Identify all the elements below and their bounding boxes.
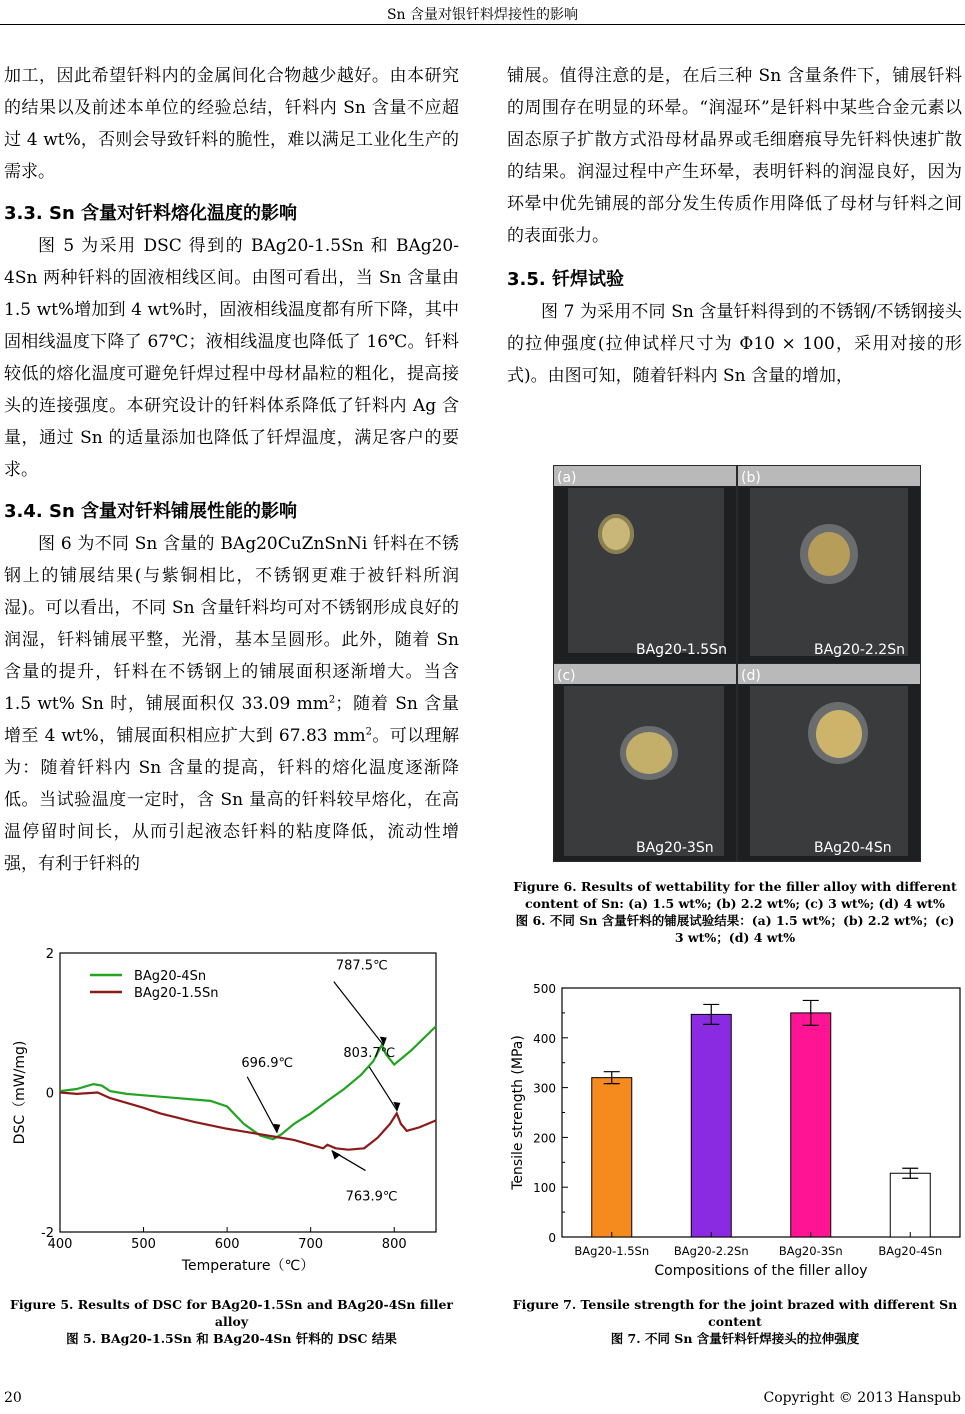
figure-5-dsc-chart: [0, 945, 470, 1290]
figure-5-caption-en: Figure 5. Results of DSC for BAg20-1.5Sn and BAg20-4Sn filler alloy: [10, 1297, 453, 1329]
panel-name: BAg20-2.2Sn: [814, 642, 905, 658]
x-tick-label: 800: [381, 1237, 407, 1252]
p3-part-c: 。可以理解为：随着钎料内 Sn 含量的提高，钎料的熔化温度逐渐降低。当试验温度一定时，含 Sn 量高的钎料较早熔化，在高温停留时间长，从而引起液态钎料的粘度降低，流动性增强，有利于钎料的: [4, 726, 460, 874]
annotation-label: 803.7℃: [343, 1045, 396, 1061]
page-number: 20: [4, 1390, 22, 1406]
y-tick-label: 500: [533, 982, 556, 996]
legend-label: BAg20-1.5Sn: [134, 986, 219, 1001]
filler-spot: [598, 514, 634, 554]
photo-panel-c: [554, 664, 736, 861]
y-tick-label: 2: [45, 947, 54, 962]
left-paragraph-3: [4, 528, 459, 880]
panel-letter: (a): [557, 470, 577, 486]
annotation-label: 763.9℃: [345, 1189, 398, 1205]
section-3-5-heading: 3.5. 钎焊试验: [507, 269, 624, 290]
annotation-label: 787.5℃: [335, 958, 388, 974]
photo-panel-b: [738, 466, 920, 663]
section-3-3-heading: 3.3. Sn 含量对钎料熔化温度的影响: [4, 203, 298, 224]
left-paragraph-2: 图 5 为采用 DSC 得到的 BAg20-1.5Sn 和 BAg20-4Sn 两种钎料的固液相线区间。由图可看出，当 Sn 含量由 1.5 wt%增加到 4 wt%时，固液相线温度都有所下降，其中固相线温度下降了 67℃；液相线温度也降低了 16℃。钎料较低的熔化温度可避免钎焊过程中母材晶粒的粗化，提高接头的连接强度。本研究设计的钎料体系降低了钎料内 Ag 含量，通过 Sn 的适量添加也降低了钎焊温度，满足客户的要求。: [4, 236, 459, 480]
y-axis-label: Tensile strength (MPa): [510, 1035, 526, 1190]
ruler: [738, 664, 920, 684]
legend-label: BAg20-4Sn: [134, 969, 207, 984]
filler-spot: [816, 710, 862, 758]
y-tick-label: 400: [533, 1031, 556, 1046]
y-axis-label: DSC（mW/mg): [12, 1040, 28, 1145]
panel-name: BAg20-4Sn: [814, 840, 892, 856]
x-tick-label: BAg20-1.5Sn: [574, 1244, 650, 1258]
figure-7-caption-cn: 图 7. 不同 Sn 含量钎料钎焊接头的拉伸强度: [610, 1331, 860, 1346]
y-tick-label: 100: [533, 1181, 556, 1196]
superscript-2: 2: [365, 726, 373, 738]
ruler: [738, 466, 920, 486]
running-header: Sn 含量对银钎料焊接性的影响: [386, 7, 579, 23]
figure-5-caption-cn: 图 5. BAg20-1.5Sn 和 BAg20-4Sn 钎料的 DSC 结果: [66, 1331, 397, 1346]
ruler: [554, 466, 736, 486]
bar-BAg20-3Sn: [791, 1013, 831, 1237]
right-paragraph-2: 图 7 为采用不同 Sn 含量钎料得到的不锈钢/不锈钢接头的拉伸强度(拉伸试样尺寸为 Φ10 × 100，采用对接的形式)。由图可知，随着钎料内 Sn 含量的增加，: [507, 302, 962, 386]
panel-letter: (c): [557, 668, 576, 684]
x-tick-label: 400: [47, 1237, 73, 1252]
x-tick-label: BAg20-4Sn: [878, 1244, 943, 1258]
x-axis-label: Temperature（℃）: [181, 1258, 315, 1274]
bar-BAg20-4Sn: [890, 1173, 930, 1237]
header-rule: [0, 24, 965, 25]
figure-5-caption: [4, 1296, 459, 1347]
panel-name: BAg20-1.5Sn: [636, 642, 727, 658]
x-tick-label: BAg20-2.2Sn: [673, 1244, 749, 1258]
superscript-2: 2: [328, 694, 336, 706]
photo-panel-a: [554, 466, 736, 663]
right-column: [507, 60, 962, 392]
figure-6-photo: [553, 465, 921, 862]
ruler: [554, 664, 736, 684]
y-tick-label: 0: [45, 1086, 54, 1102]
figure-6-caption-en: Figure 6. Results of wettability for the filler alloy with different content of Sn: (a) 1.5 wt%; (b) 2.2 wt%; (c) 3 wt%; (d) 4 wt%: [513, 879, 957, 911]
figure-7-caption-en: Figure 7. Tensile strength for the joint brazed with different Sn content: [512, 1297, 958, 1329]
y-tick-label: 0: [548, 1231, 556, 1245]
right-paragraph-1: 铺展。值得注意的是，在后三种 Sn 含量条件下，铺展钎料的周围存在明显的环晕。“润湿环”是钎料中某些合金元素以固态原子扩散方式沿母材晶界或毛细磨痕导先钎料快速扩散的结果。润湿过程中产生环晕，表明钎料的润湿良好，因为环晕中优先铺展的部分发生传质作用降低了母材与钎料之间的表面张力。: [507, 66, 962, 246]
figure-7-bar-chart: [500, 970, 965, 1290]
y-tick-label: 200: [533, 1131, 556, 1146]
panel-name: BAg20-3Sn: [636, 840, 714, 856]
copyright: Copyright © 2013 Hanspub: [763, 1390, 961, 1406]
p3-part-b: ；随着 Sn 含量增至 4 wt%，铺展面积相应扩大到 67.83 mm: [4, 694, 459, 746]
left-column: [4, 60, 459, 880]
x-axis-label: Compositions of the filler alloy: [654, 1263, 868, 1279]
x-tick-label: 700: [298, 1237, 324, 1252]
x-tick-label: 600: [214, 1237, 240, 1252]
annotation-label: 696.9℃: [241, 1055, 294, 1071]
steel-plate: [568, 488, 724, 653]
bar-BAg20-2.2Sn: [691, 1014, 731, 1237]
filler-spot: [808, 532, 850, 576]
panel-letter: (b): [741, 470, 761, 486]
filler-spot: [626, 732, 672, 774]
panel-letter: (d): [741, 668, 761, 684]
section-3-4-heading: 3.4. Sn 含量对钎料铺展性能的影响: [4, 501, 298, 522]
bar-BAg20-1.5Sn: [592, 1078, 632, 1237]
x-tick-label: BAg20-3Sn: [778, 1244, 843, 1258]
y-tick-label: 300: [533, 1081, 556, 1096]
figure-7-caption: [510, 1296, 960, 1347]
photo-panel-d: [738, 664, 920, 861]
y-tick-label: -2: [41, 1226, 54, 1241]
left-paragraph-1: 加工，因此希望钎料内的金属间化合物越少越好。由本研究的结果以及前述本单位的经验总结，钎料内 Sn 含量不应超过 4 wt%，否则会导致钎料的脆性，难以满足工业化生产的需求。: [4, 66, 459, 182]
figure-6-caption: [510, 878, 960, 946]
x-tick-label: 500: [131, 1237, 156, 1252]
figure-6-caption-cn: 图 6. 不同 Sn 含量钎料的铺展试验结果：(a) 1.5 wt%；(b) 2.2 wt%；(c) 3 wt%；(d) 4 wt%: [515, 913, 955, 945]
p3-part-a: 图 6 为不同 Sn 含量的 BAg20CuZnSnNi 钎料在不锈钢上的铺展结果(与紫铜相比，不锈钢更难于被钎料所润湿)。可以看出，不同 Sn 含量钎料均可对不锈钢形成良好的润湿，钎料铺展平整，光滑，基本呈圆形。此外，随着 Sn 含量的提升，钎料在不锈钢上的铺展面积逐渐增大。当含 1.5 wt% Sn 时，铺展面积仅 33.09 mm: [4, 534, 459, 714]
